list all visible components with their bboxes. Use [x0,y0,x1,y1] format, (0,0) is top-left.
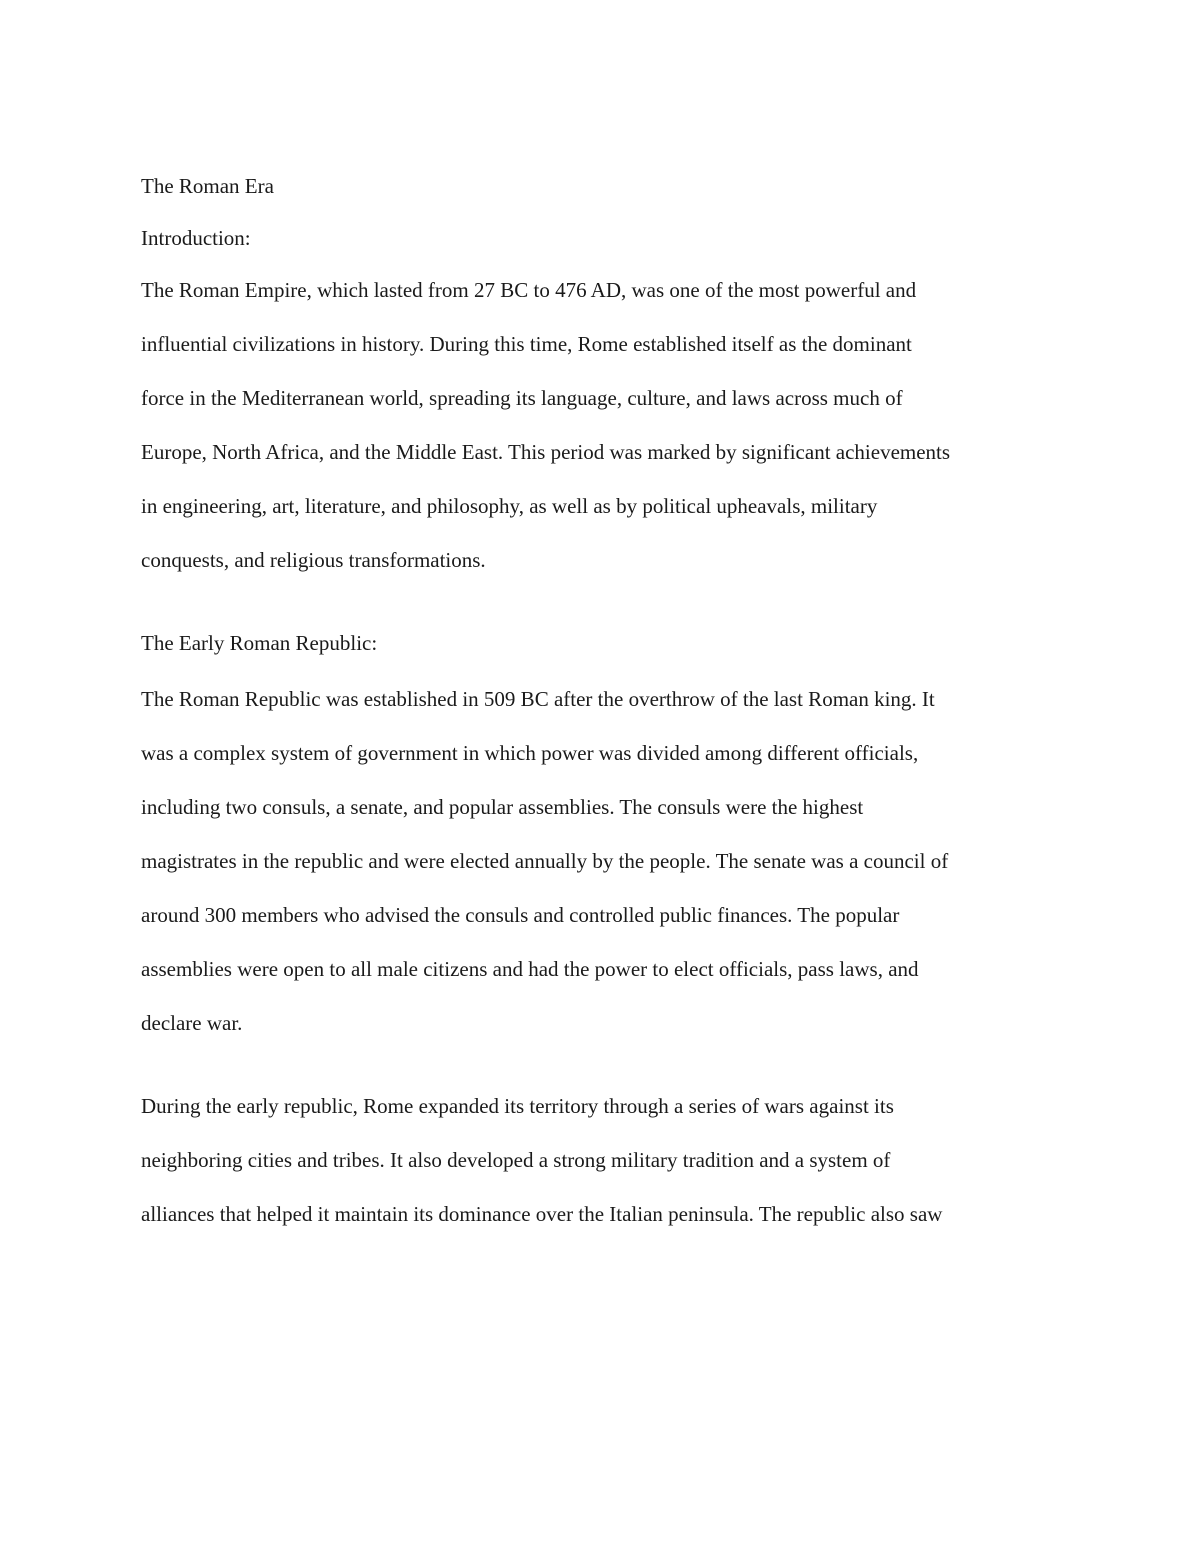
paragraph-early-republic-2 [141,1090,1066,1252]
paragraph-line: alliances that helped it maintain its dominance over the Italian peninsula. The republic also saw [141,1202,943,1226]
paragraph-line: force in the Mediterranean world, spreading its language, culture, and laws across much of [141,386,903,410]
paragraph-line: During the early republic, Rome expanded its territory through a series of wars against its [141,1094,894,1118]
paragraph-spacer [141,598,1066,627]
paragraph-line: assemblies were open to all male citizens and had the power to elect officials, pass laws, and [141,957,919,981]
paragraph-line: The Roman Empire, which lasted from 27 BC to 476 AD, was one of the most powerful and [141,278,917,302]
document-body [141,170,1066,1252]
paragraph-line: around 300 members who advised the consuls and controlled public finances. The popular [141,903,900,927]
paragraph-line: including two consuls, a senate, and popular assemblies. The consuls were the highest [141,795,864,819]
paragraph-line: Europe, North Africa, and the Middle East. This period was marked by significant achievements [141,440,951,464]
paragraph-early-republic-1 [141,683,1066,1061]
paragraph-line: declare war. [141,1011,243,1035]
paragraph-spacer [141,1061,1066,1090]
paragraph-line: influential civilizations in history. During this time, Rome established itself as the dominant [141,332,912,356]
document-title: The Roman Era [141,174,274,198]
paragraph-line: magistrates in the republic and were elected annually by the people. The senate was a council of [141,849,949,873]
paragraph-line: in engineering, art, literature, and philosophy, as well as by political upheavals, military [141,494,878,518]
paragraph-line: was a complex system of government in which power was divided among different officials, [141,741,919,765]
section-heading-early-republic: The Early Roman Republic: [141,631,378,655]
paragraph-line: conquests, and religious transformations. [141,548,486,572]
section-heading-introduction: Introduction: [141,226,251,250]
paragraph-line: The Roman Republic was established in 509 BC after the overthrow of the last Roman king. It [141,687,935,711]
paragraph-introduction [141,274,1066,598]
paragraph-line: neighboring cities and tribes. It also developed a strong military tradition and a system of [141,1148,891,1172]
